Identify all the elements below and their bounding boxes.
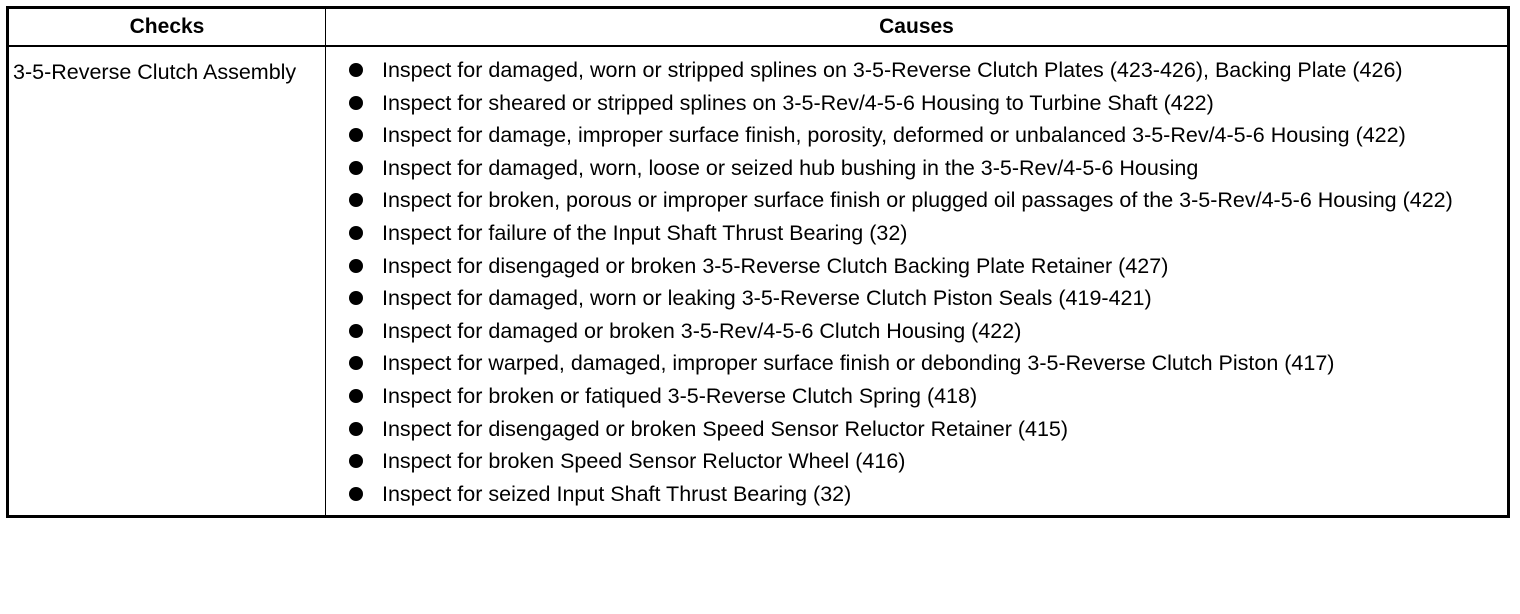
bullet-icon [349,422,363,436]
bullet-icon [349,389,363,403]
cause-item [346,479,1499,509]
cause-text: Inspect for damage, improper surface finish, porosity, deformed or unbalanced 3-5-Rev/4-5-6 Housing (422) [382,123,1406,148]
checks-causes-table [6,6,1510,518]
cause-item [346,153,1499,183]
bullet-icon [349,63,363,77]
cause-text: Inspect for failure of the Input Shaft Thrust Bearing (32) [382,220,908,245]
cause-item [346,88,1499,118]
bullet-icon [349,454,363,468]
column-header-causes: Causes [326,8,1509,47]
bullet-icon [349,356,363,370]
cause-item [346,414,1499,444]
cause-text: Inspect for disengaged or broken Speed Sensor Reluctor Retainer (415) [382,416,1069,441]
cause-text: Inspect for damaged or broken 3-5-Rev/4-5-6 Clutch Housing (422) [382,318,1022,343]
cause-text: Inspect for sheared or stripped splines on 3-5-Rev/4-5-6 Housing to Turbine Shaft (422) [382,90,1214,115]
cause-item [346,381,1499,411]
bullet-icon [349,487,363,501]
check-cell: 3-5-Reverse Clutch Assembly [8,46,326,517]
cause-text: Inspect for seized Input Shaft Thrust Bearing (32) [382,481,852,506]
cause-item [346,446,1499,476]
cause-text: Inspect for warped, damaged, improper surface finish or debonding 3-5-Reverse Clutch Piston (417) [382,351,1335,376]
table-header-row [8,8,1509,47]
causes-cell [326,46,1509,517]
diagnosis-table-container [6,6,1510,518]
causes-list [346,55,1499,509]
cause-text: Inspect for broken, porous or improper surface finish or plugged oil passages of the 3-5-Rev/4-5-6 Housing (422) [382,188,1453,213]
cause-item [346,218,1499,248]
cause-text: Inspect for damaged, worn or leaking 3-5-Reverse Clutch Piston Seals (419-421) [382,286,1152,311]
cause-text: Inspect for disengaged or broken 3-5-Reverse Clutch Backing Plate Retainer (427) [382,253,1169,278]
bullet-icon [349,161,363,175]
bullet-icon [349,291,363,305]
cause-item [346,283,1499,313]
bullet-icon [349,193,363,207]
cause-item [346,348,1499,378]
bullet-icon [349,226,363,240]
cause-item [346,316,1499,346]
bullet-icon [349,259,363,273]
cause-item [346,120,1499,150]
cause-item [346,185,1499,215]
bullet-icon [349,128,363,142]
bullet-icon [349,324,363,338]
cause-text: Inspect for damaged, worn, loose or seized hub bushing in the 3-5-Rev/4-5-6 Housing [382,155,1199,180]
cause-text: Inspect for broken or fatiqued 3-5-Reverse Clutch Spring (418) [382,383,978,408]
bullet-icon [349,96,363,110]
cause-text: Inspect for broken Speed Sensor Reluctor Wheel (416) [382,449,906,474]
cause-item [346,55,1499,85]
table-row [8,46,1509,517]
cause-item [346,251,1499,281]
cause-text: Inspect for damaged, worn or stripped splines on 3-5-Reverse Clutch Plates (423-426), Backing Plate (426) [382,58,1403,82]
column-header-checks: Checks [8,8,326,47]
